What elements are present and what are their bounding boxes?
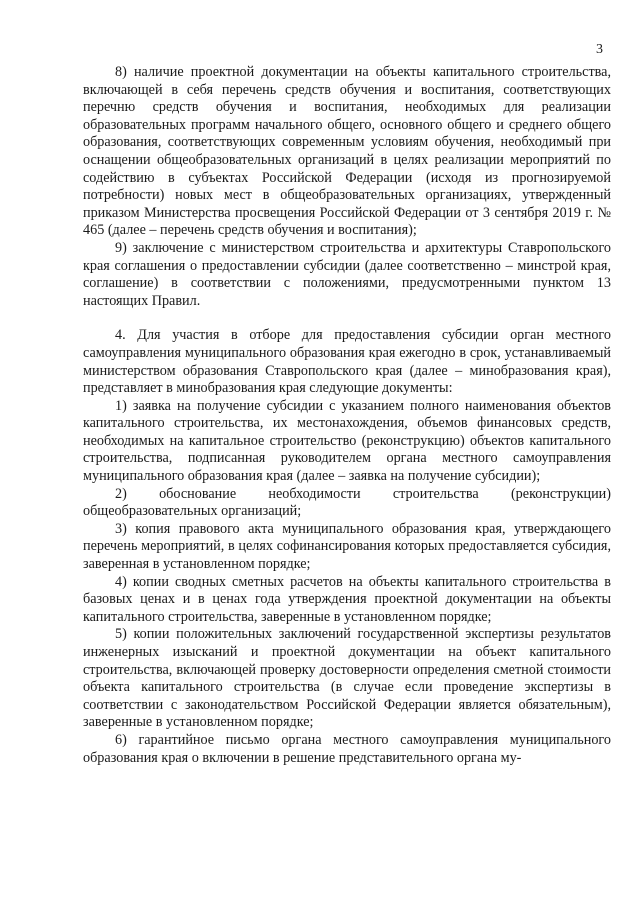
paragraph-item-8: 8) наличие проектной документации на объекты капитального строительства, включающей в себя перечень средств обучения и воспитания, соответствующих перечню средств обучения и воспитания, необходимых для реализации образовательных программ начального общего, основного общего и среднего общего образования, соответствующих современным условиям обучения, необходимый при оснащении общеобразовательных организаций в целях реализации мероприятий по содействию в субъектах Российской Федерации (исходя из прогнозируемой потребности) новых мест в общеобразовательных организациях, утвержденный приказом Министерства просвещения Российской Федерации от 3 сентября 2019 г. № 465 (далее – перечень средств обучения и воспитания);: [83, 64, 611, 239]
paragraph-item-9: 9) заключение с министерством строительства и архитектуры Ставропольского края соглашения о предоставлении субсидии (далее соответственно – минстрой края, соглашение) в соответствии с положениями, предусмотренными пунктом 13 настоящих Правил.: [83, 239, 611, 309]
paragraph-section-4: 4. Для участия в отборе для предоставления субсидии орган местного самоуправления муниципального образования края ежегодно в срок, устанавливаемый министерством образования Ставропольского края (далее – минобразования края), представляет в минобразования края следующие документы:: [83, 327, 611, 397]
page-number: 3: [596, 42, 603, 57]
paragraph-item-2: 2) обоснование необходимости строительства (реконструкции) общеобразовательных организаций;: [83, 485, 611, 520]
paragraph-item-4: 4) копии сводных сметных расчетов на объекты капитального строительства в базовых ценах и в ценах года утверждения проектной документации на объекты капитального строительства, заверенные в установленном порядке;: [83, 573, 611, 625]
paragraph-item-3: 3) копия правового акта муниципального образования края, утверждающего перечень мероприятий, в целях софинансирования которых предоставляется субсидия, заверенная в установленном порядке;: [83, 520, 611, 573]
paragraph-item-1: 1) заявка на получение субсидии с указанием полного наименования объектов капитального строительства, их местонахождения, объемов финансовых средств, необходимых на капитальное строительство (реконструкцию) объектов капитального строительства, подписанная руководителем органа местного самоуправления муниципального образования края (далее – заявка на получение субсидии);: [83, 397, 611, 485]
paragraph-item-6: 6) гарантийное письмо органа местного самоуправления муниципального образования края о включении в решение представительного органа му-: [83, 731, 611, 766]
paragraph-gap: [83, 310, 611, 327]
document-body: [83, 64, 611, 767]
paragraph-item-5: 5) копии положительных заключений государственной экспертизы результатов инженерных изысканий и проектной документации на объект капитального строительства, включающей проверку достоверности определения сметной стоимости объекта капитального строительства (в случае если проведение экспертизы в соответствии с законодательством Российской Федерации является обязательным), заверенные в установленном порядке;: [83, 626, 611, 731]
